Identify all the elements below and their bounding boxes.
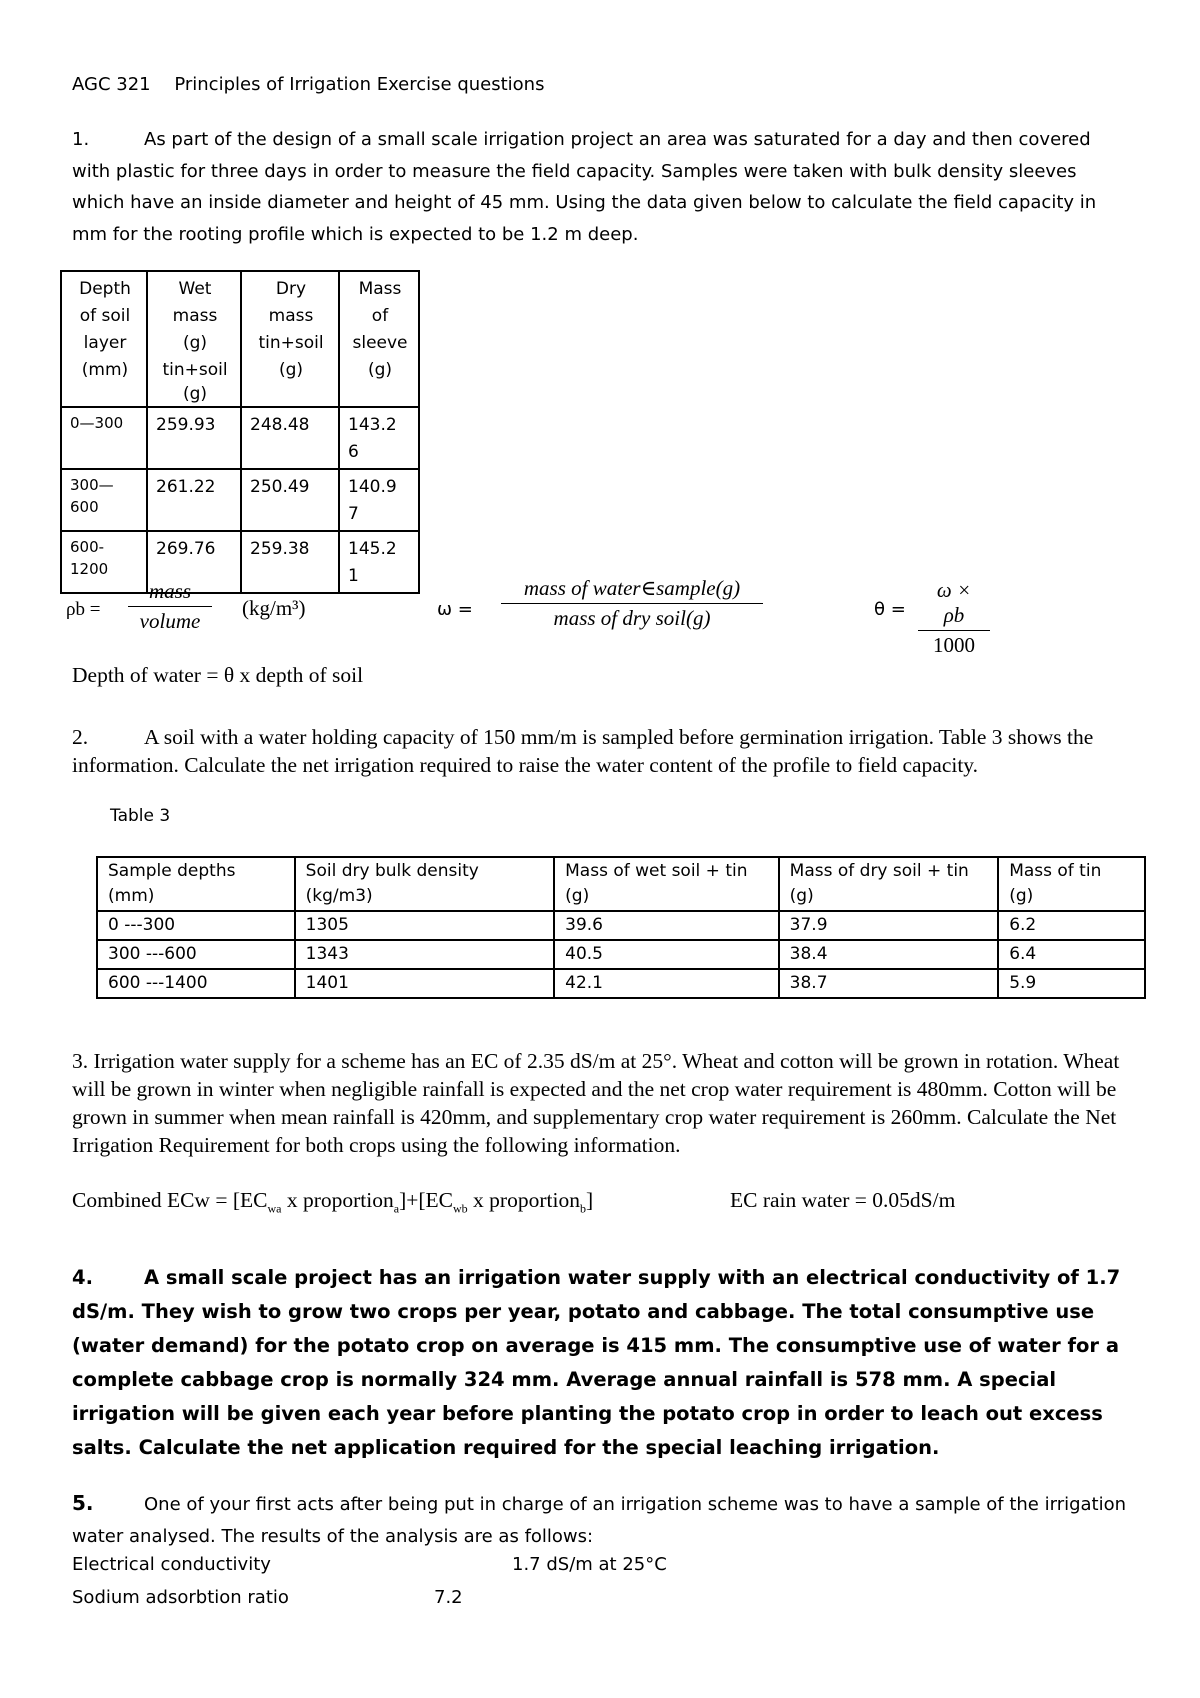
question-2-text: A soil with a water holding capacity of 150 mm/m is sampled before germination irrigation. Table 3 shows the information. Calculate the net irrigation required to raise the water content of the profile to field capacity. bbox=[72, 725, 1094, 777]
header-dry-mass: Dry mass tin+soil (g) bbox=[241, 271, 339, 407]
header-depth: Depth of soil layer (mm) bbox=[61, 271, 147, 407]
theta-numerator: ω × ρb bbox=[918, 578, 990, 631]
theta-denominator: 1000 bbox=[933, 633, 975, 657]
table-3 bbox=[96, 856, 1146, 999]
cell-wet: 40.5 bbox=[554, 940, 779, 969]
result-value: 7.2 bbox=[434, 1587, 463, 1608]
rho-unit: (kg/m³) bbox=[242, 596, 306, 620]
cell-depth: 0—300 bbox=[61, 407, 147, 469]
question-4 bbox=[72, 1261, 1142, 1465]
omega-numerator: mass of water∈sample(g) bbox=[501, 576, 763, 604]
cell-wet: 259.93 bbox=[147, 407, 241, 469]
formula-bulk-density bbox=[66, 596, 100, 621]
cell-depth: 600- 1200 bbox=[61, 531, 147, 593]
cell-depth: 300— 600 bbox=[61, 469, 147, 531]
header-sleeve-mass: Mass of sleeve (g) bbox=[339, 271, 419, 407]
ec-rain-water: EC rain water = 0.05dS/m bbox=[730, 1188, 956, 1212]
table-header-row bbox=[61, 271, 419, 407]
omega-denominator: mass of dry soil(g) bbox=[553, 606, 711, 630]
cell-depth: 600 ---1400 bbox=[97, 969, 295, 998]
question-1-number: 1. bbox=[72, 129, 90, 150]
result-label: Sodium adsorbtion ratio bbox=[72, 1587, 289, 1608]
question-2 bbox=[72, 723, 1147, 779]
result-sodium-adsorption-ratio bbox=[72, 1587, 1072, 1608]
rho-numerator: mass bbox=[128, 579, 212, 607]
question-4-number: 4. bbox=[72, 1266, 93, 1289]
document-title bbox=[72, 74, 544, 95]
question-5 bbox=[72, 1488, 1132, 1552]
cell-tin: 6.4 bbox=[998, 940, 1145, 969]
table-row bbox=[97, 969, 1145, 998]
question-1-text: As part of the design of a small scale irrigation project an area was saturated for a day and then covered with plastic for three days in order to measure the field capacity. Samples were taken with bulk density sleeves which have an inside diameter and height of 45 mm. Using the data given below to calculate the field capacity in mm for the rooting profile which is expected to be 1.2 m deep. bbox=[72, 129, 1097, 245]
cell-density: 1343 bbox=[295, 940, 554, 969]
cell-dry: 259.38 bbox=[241, 531, 339, 593]
table-header-row bbox=[97, 857, 1145, 911]
cell-depth: 0 ---300 bbox=[97, 911, 295, 940]
theta-label: θ = bbox=[874, 599, 906, 620]
cell-density: 1305 bbox=[295, 911, 554, 940]
table-3-caption: Table 3 bbox=[110, 806, 171, 826]
rho-fraction bbox=[128, 579, 212, 634]
cell-tin: 6.2 bbox=[998, 911, 1145, 940]
cell-sleeve: 143.2 6 bbox=[339, 407, 419, 469]
omega-label: ω = bbox=[437, 599, 473, 620]
header-wet-soil-tin: Mass of wet soil + tin (g) bbox=[554, 857, 779, 911]
cell-depth: 300 ---600 bbox=[97, 940, 295, 969]
question-1 bbox=[72, 124, 1132, 250]
question-4-text: A small scale project has an irrigation water supply with an electrical conductivity of 1.7 dS/m. They wish to grow two crops per year, potato and cabbage. The total consumptive use (water demand) for the potato crop on average is 415 mm. The consumptive use of water for a complete cabbage crop is normally 324 mm. Average annual rainfall is 578 mm. A special irrigation will be given each year before planting the potato crop in order to leach out excess salts. Calculate the net application required for the special leaching irrigation. bbox=[72, 1266, 1121, 1459]
cell-dry: 37.9 bbox=[779, 911, 999, 940]
table-row bbox=[61, 469, 419, 531]
cell-dry: 248.48 bbox=[241, 407, 339, 469]
cell-tin: 5.9 bbox=[998, 969, 1145, 998]
omega-fraction bbox=[501, 576, 763, 631]
result-electrical-conductivity bbox=[72, 1554, 1072, 1575]
table-row bbox=[97, 911, 1145, 940]
theta-fraction bbox=[918, 578, 990, 658]
header-dry-soil-tin: Mass of dry soil + tin (g) bbox=[779, 857, 999, 911]
cell-dry: 250.49 bbox=[241, 469, 339, 531]
cell-dry: 38.4 bbox=[779, 940, 999, 969]
question-5-text: One of your first acts after being put in charge of an irrigation scheme was to have a sample of the irrigation water analysed. The results of the analysis are as follows: bbox=[72, 1494, 1127, 1547]
course-code: AGC 321 bbox=[72, 74, 151, 95]
question-5-number: 5. bbox=[72, 1491, 94, 1515]
table-row bbox=[61, 407, 419, 469]
header-wet-mass: Wet mass (g) tin+soil (g) bbox=[147, 271, 241, 407]
table-row bbox=[61, 531, 419, 593]
header-bulk-density: Soil dry bulk density (kg/m3) bbox=[295, 857, 554, 911]
rho-denominator: volume bbox=[139, 609, 201, 633]
cell-sleeve: 145.2 1 bbox=[339, 531, 419, 593]
question-3: 3. Irrigation water supply for a scheme has an EC of 2.35 dS/m at 25°. Wheat and cotton will be grown in rotation. Wheat will be grown in winter when negligible rainfall is expected and the net crop water requirement is 480mm. Cotton will be grown in summer when mean rainfall is 420mm, and supplementary crop water requirement is 260mm. Calculate the Net Irrigation Requirement for both crops using the following information. bbox=[72, 1049, 1120, 1157]
header-tin-mass: Mass of tin (g) bbox=[998, 857, 1145, 911]
cell-density: 1401 bbox=[295, 969, 554, 998]
cell-sleeve: 140.9 7 bbox=[339, 469, 419, 531]
field-capacity-table bbox=[60, 270, 420, 594]
result-label: Electrical conductivity bbox=[72, 1554, 271, 1575]
cell-wet: 269.76 bbox=[147, 531, 241, 593]
cell-dry: 38.7 bbox=[779, 969, 999, 998]
cell-wet: 39.6 bbox=[554, 911, 779, 940]
exercise-title: Principles of Irrigation Exercise questions bbox=[174, 74, 545, 95]
header-sample-depths: Sample depths (mm) bbox=[97, 857, 295, 911]
rho-label: ρb = bbox=[66, 599, 101, 620]
combined-ecw-formula: Combined ECw = [$EC_{wa}$ x $proportion_a]+[EC_{wb}$ x proportion$_b$] bbox=[72, 1188, 594, 1216]
table-row bbox=[97, 940, 1145, 969]
cell-wet: 42.1 bbox=[554, 969, 779, 998]
question-2-number: 2. bbox=[72, 725, 89, 749]
cell-wet: 261.22 bbox=[147, 469, 241, 531]
depth-of-water-equation: Depth of water = θ x depth of soil bbox=[72, 663, 364, 687]
result-value: 1.7 dS/m at 25°C bbox=[512, 1554, 667, 1575]
